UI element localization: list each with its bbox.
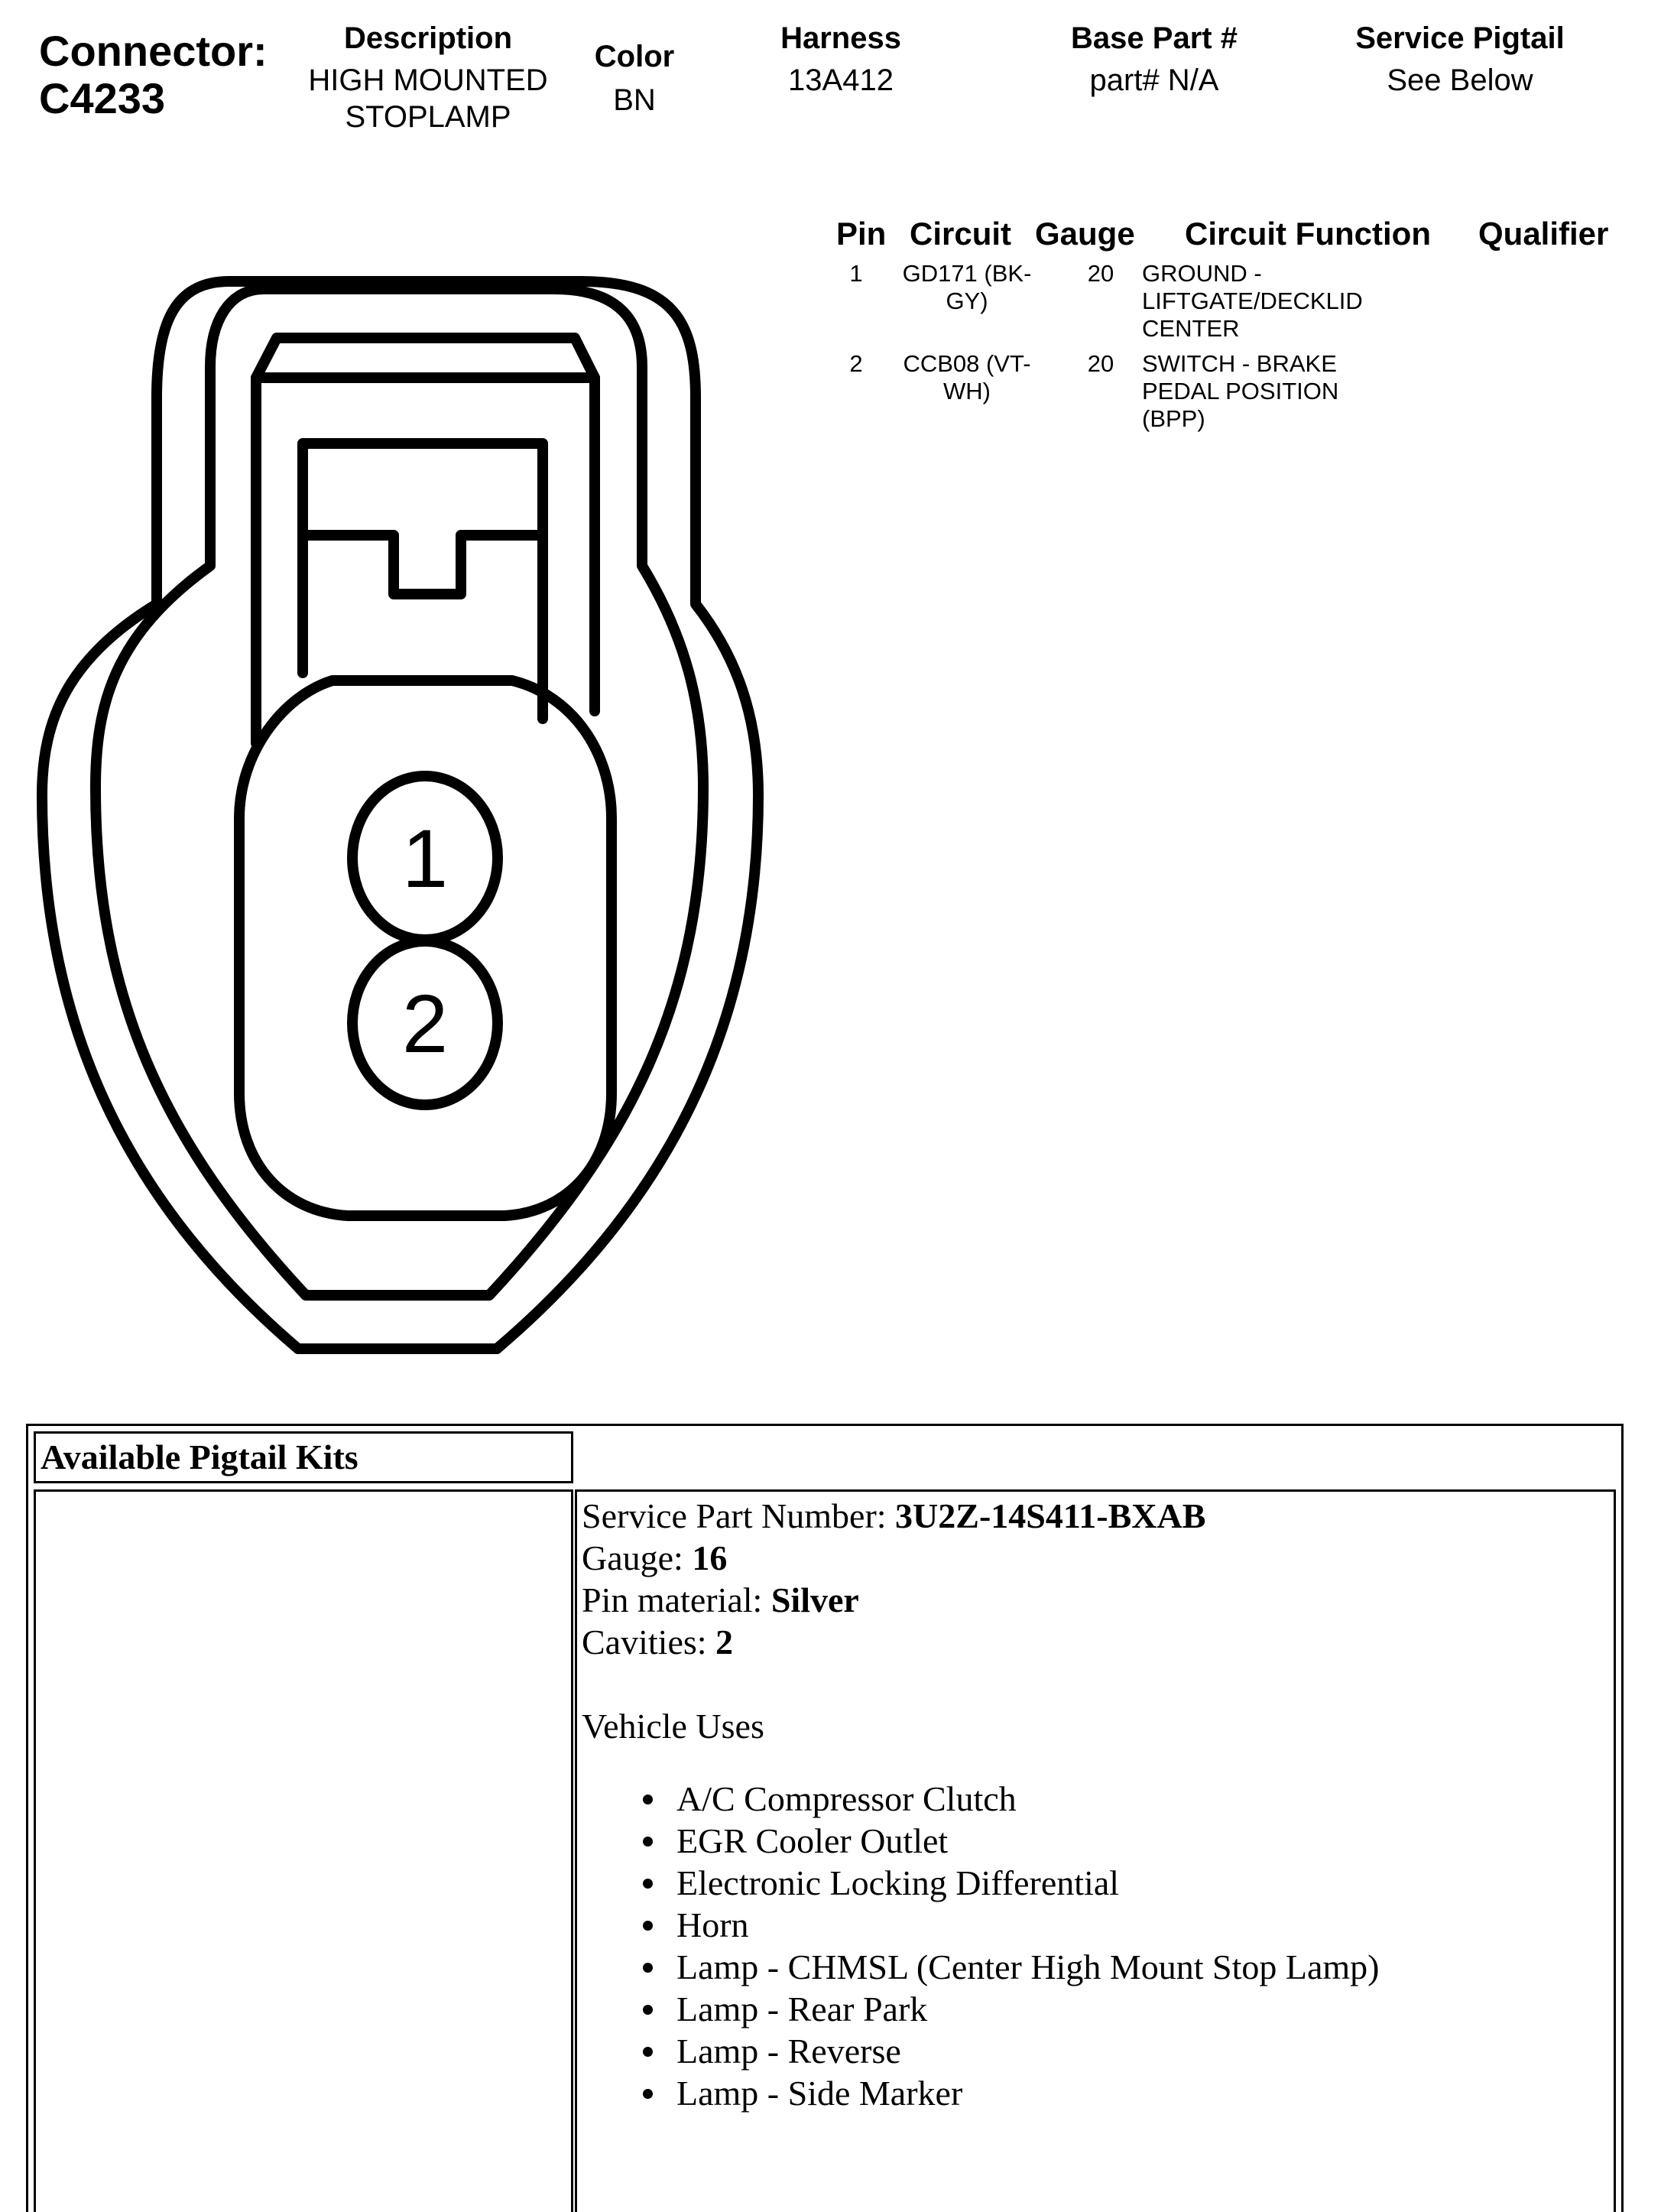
pin-2-label: 2	[401, 977, 449, 1070]
list-item: A/C Compressor Clutch	[676, 1778, 1614, 1820]
base-part-value: part# N/A	[1089, 63, 1219, 97]
connector-heading	[39, 28, 268, 122]
circuit-function-header: Circuit Function	[1185, 216, 1431, 252]
connector-face-drawing	[0, 245, 795, 1376]
list-item: Horn	[676, 1904, 1614, 1946]
wire-gauge: 20	[1087, 350, 1114, 377]
cavities-line	[582, 1621, 1614, 1663]
base-part-label: Base Part #	[1071, 21, 1238, 55]
circuit-function: GROUND - LIFTGATE/DECKLID CENTER	[1142, 260, 1363, 342]
wire-gauge: 20	[1087, 260, 1114, 287]
circuit-code: GD171 (BK-GY)	[902, 260, 1032, 314]
list-item: EGR Cooler Outlet	[676, 1820, 1614, 1862]
vehicle-uses-list	[582, 1778, 1614, 2114]
description-label: Description	[343, 21, 513, 55]
color-value: BN	[613, 83, 656, 117]
description-column	[290, 21, 566, 135]
pin-material-line	[582, 1579, 1614, 1621]
list-item: Electronic Locking Differential	[676, 1862, 1614, 1904]
list-item: Lamp - Rear Park	[676, 1988, 1614, 2030]
pigtail-image-cell	[34, 1489, 573, 2212]
harness-column	[734, 21, 948, 99]
service-pigtail-label: Service Pigtail	[1355, 21, 1565, 55]
cavities-label: Cavities:	[582, 1622, 716, 1661]
circuit-header: Circuit	[910, 216, 1012, 252]
color-column	[566, 40, 703, 119]
vehicle-uses-label: Vehicle Uses	[582, 1707, 764, 1746]
service-part-number: 3U2Z-14S411-BXAB	[895, 1496, 1206, 1535]
harness-label: Harness	[780, 21, 901, 55]
cavities-value: 2	[715, 1622, 734, 1661]
connector-id: C4233	[39, 74, 166, 122]
circuit-function: SWITCH - BRAKE PEDAL POSITION (BPP)	[1142, 350, 1339, 432]
qualifier-header: Qualifier	[1478, 216, 1609, 252]
pin-material-value: Silver	[770, 1580, 859, 1619]
list-item: Lamp - Reverse	[676, 2030, 1614, 2072]
cavity-island-outline	[239, 680, 612, 1216]
gauge-line	[582, 1537, 1614, 1579]
gauge-header: Gauge	[1035, 216, 1135, 252]
description-value: HIGH MOUNTED STOPLAMP	[308, 63, 548, 134]
pigtail-kits-title: Available Pigtail Kits	[41, 1437, 358, 1476]
circuit-code: CCB08 (VT-WH)	[903, 350, 1031, 404]
pin-material-label: Pin material:	[582, 1580, 771, 1619]
gauge-label: Gauge:	[582, 1538, 693, 1577]
service-part-line	[582, 1495, 1614, 1537]
pin-header: Pin	[836, 216, 887, 252]
pin-1-label: 1	[401, 812, 449, 905]
harness-value: 13A412	[788, 63, 894, 97]
service-part-label: Service Part Number:	[582, 1496, 896, 1535]
base-part-column	[1024, 21, 1284, 99]
service-pigtail-value: See Below	[1387, 63, 1533, 97]
connector-label: Connector:	[39, 27, 268, 75]
list-item: Lamp - Side Marker	[676, 2072, 1614, 2114]
color-label: Color	[594, 40, 675, 73]
pigtail-details-cell	[575, 1489, 1616, 2212]
pin-number: 1	[849, 260, 863, 287]
service-pigtail-column	[1322, 21, 1598, 99]
list-item: Lamp - CHMSL (Center High Mount Stop Lamp)	[676, 1946, 1614, 1988]
gauge-value: 16	[692, 1538, 728, 1577]
pin-number: 2	[849, 350, 863, 377]
pigtail-kits-header	[34, 1431, 573, 1483]
